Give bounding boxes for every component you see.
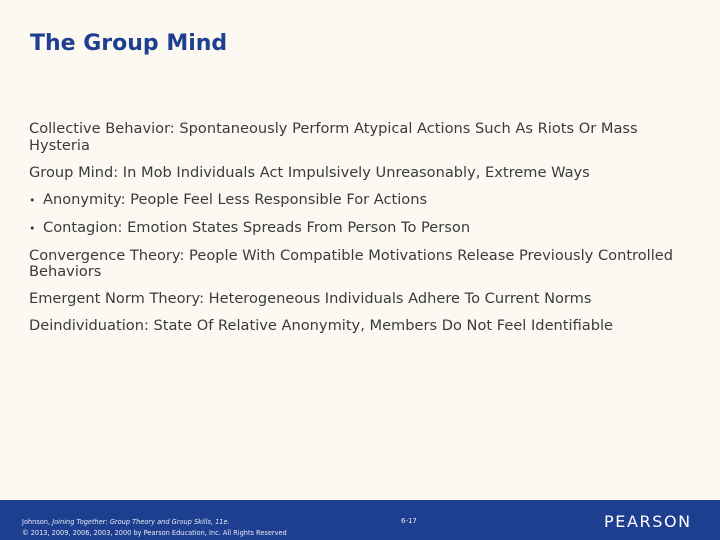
bullet-item-contagion — [29, 220, 699, 238]
bullet-icon: • — [29, 193, 36, 207]
bullet-text-contagion: Contagion: Emotion States Spreads From Person To Person — [43, 218, 471, 236]
citation-copyright: © 2013, 2009, 2006, 2003, 2000 by Pearson Education, Inc. All Rights Reserved — [22, 529, 287, 537]
deindividuation-text: Deindividuation: State Of Relative Anonymity, Members Do Not Feel Identifiable — [29, 317, 614, 334]
bullet-icon: • — [29, 221, 36, 235]
convergence-theory-text: Convergence Theory: People With Compatible Motivations Release Previously Controlled Behaviors — [29, 246, 673, 280]
citation-author: Johnson, — [22, 518, 51, 526]
footer-citation — [22, 517, 287, 539]
slide-title: The Group Mind — [30, 31, 228, 56]
bullet-item-anonymity — [29, 192, 699, 210]
collective-behavior-text: Collective Behavior: Spontaneously Perform Atypical Actions Such As Riots Or Mass Hysteria — [29, 120, 638, 154]
page-number: 6-17 — [401, 517, 417, 525]
group-mind-text: Group Mind: In Mob Individuals Act Impulsively Unreasonably, Extreme Ways — [29, 163, 590, 181]
publisher-logo: PEARSON — [604, 512, 692, 531]
citation-book-title: Joining Together: Group Theory and Group Skills, 11e. — [52, 518, 230, 526]
slide-content — [29, 121, 699, 335]
citation-line-1 — [22, 517, 287, 528]
emergent-norm-theory-text: Emergent Norm Theory: Heterogeneous Individuals Adhere To Current Norms — [29, 290, 592, 307]
bullet-text-anonymity: Anonymity: People Feel Less Responsible For Actions — [43, 190, 428, 208]
